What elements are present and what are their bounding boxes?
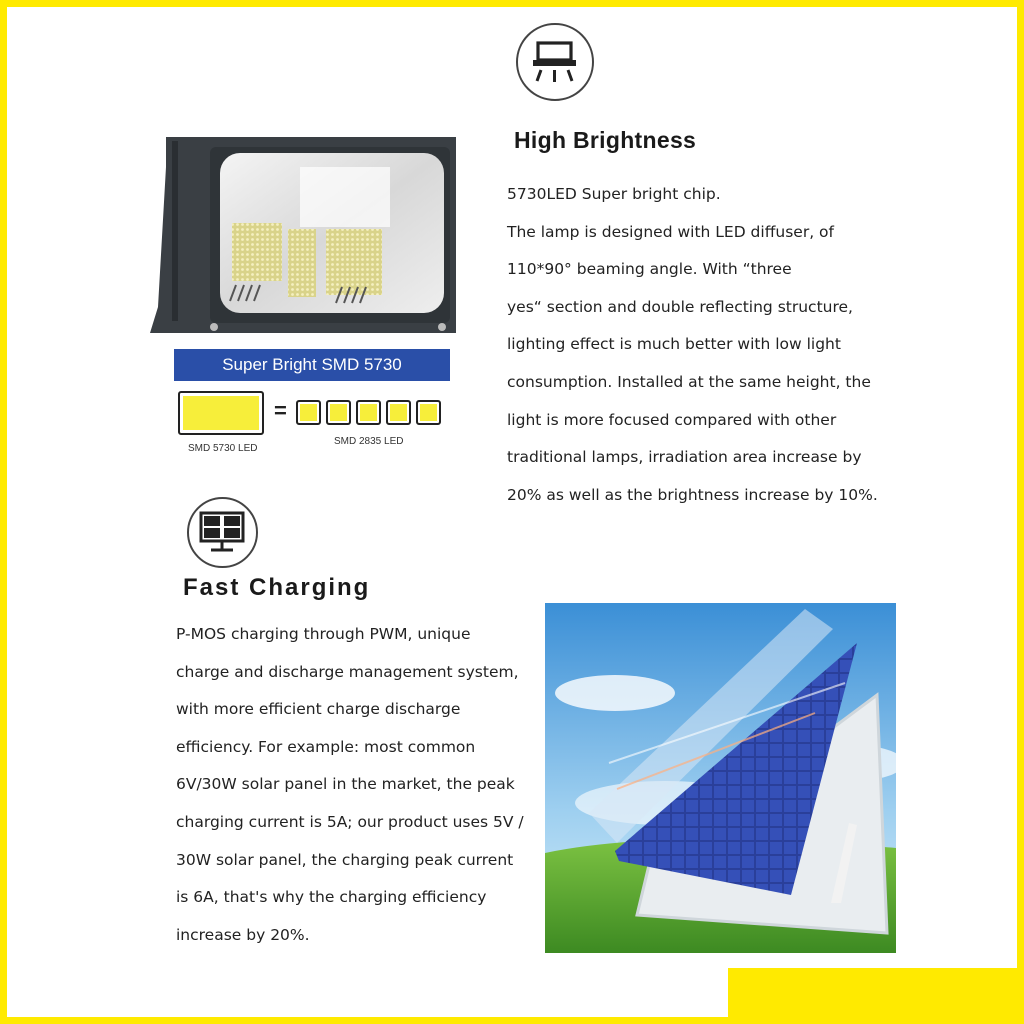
brightness-line: consumption. Installed at the same height, the [507, 372, 871, 391]
charging-line: is 6A, that's why the charging efficiency [176, 888, 487, 907]
floodlight-photo [150, 137, 456, 333]
smd-banner: Super Bright SMD 5730 [174, 349, 450, 381]
smd-2835-chip [386, 400, 411, 425]
brightness-line: 5730LED Super bright chip. [507, 185, 721, 203]
charging-line: 6V/30W solar panel in the market, the peak [176, 775, 515, 794]
fast-charging-title: Fast Charging [183, 574, 371, 601]
equals-sign: = [274, 398, 287, 423]
smd-2835-chip [326, 400, 351, 425]
charging-line: 30W solar panel, the charging peak current [176, 850, 514, 869]
brightness-line: 20% as well as the brightness increase by 10%. [507, 485, 878, 504]
charging-line: P-MOS charging through PWM, unique [176, 625, 471, 643]
brightness-line: light is more focused compared with other [507, 410, 837, 429]
smd-2835-chip [416, 400, 441, 425]
smd-5730-chip [178, 391, 264, 435]
corner-yellow-block [728, 968, 1024, 1024]
high-brightness-description [507, 176, 907, 514]
charging-line: efficiency. For example: most common [176, 737, 476, 756]
brightness-line: yes“ section and double reflecting structure, [507, 297, 853, 316]
charging-line: charge and discharge management system, [176, 662, 519, 681]
solar-panel-icon [187, 497, 258, 568]
fast-charging-description [176, 616, 536, 954]
smd-2835-chip [356, 400, 381, 425]
smd-2835-label: SMD 2835 LED [334, 436, 404, 447]
smd-comparison [178, 390, 458, 454]
smd-5730-label: SMD 5730 LED [188, 443, 258, 454]
brightness-line: lighting effect is much better with low light [507, 335, 841, 354]
brightness-line: 110*90° beaming angle. With “three [507, 260, 792, 279]
charging-line: with more efficient charge discharge [176, 700, 461, 719]
ceiling-light-icon [516, 23, 594, 101]
brightness-line: The lamp is designed with LED diffuser, of [507, 222, 834, 241]
charging-line: increase by 20%. [176, 925, 310, 944]
brightness-line: traditional lamps, irradiation area increase by [507, 448, 862, 467]
smd-2835-chip [296, 400, 321, 425]
high-brightness-title: High Brightness [514, 127, 697, 153]
charging-line: charging current is 5A; our product uses 5V / [176, 812, 524, 831]
solar-panel-photo [545, 603, 896, 953]
